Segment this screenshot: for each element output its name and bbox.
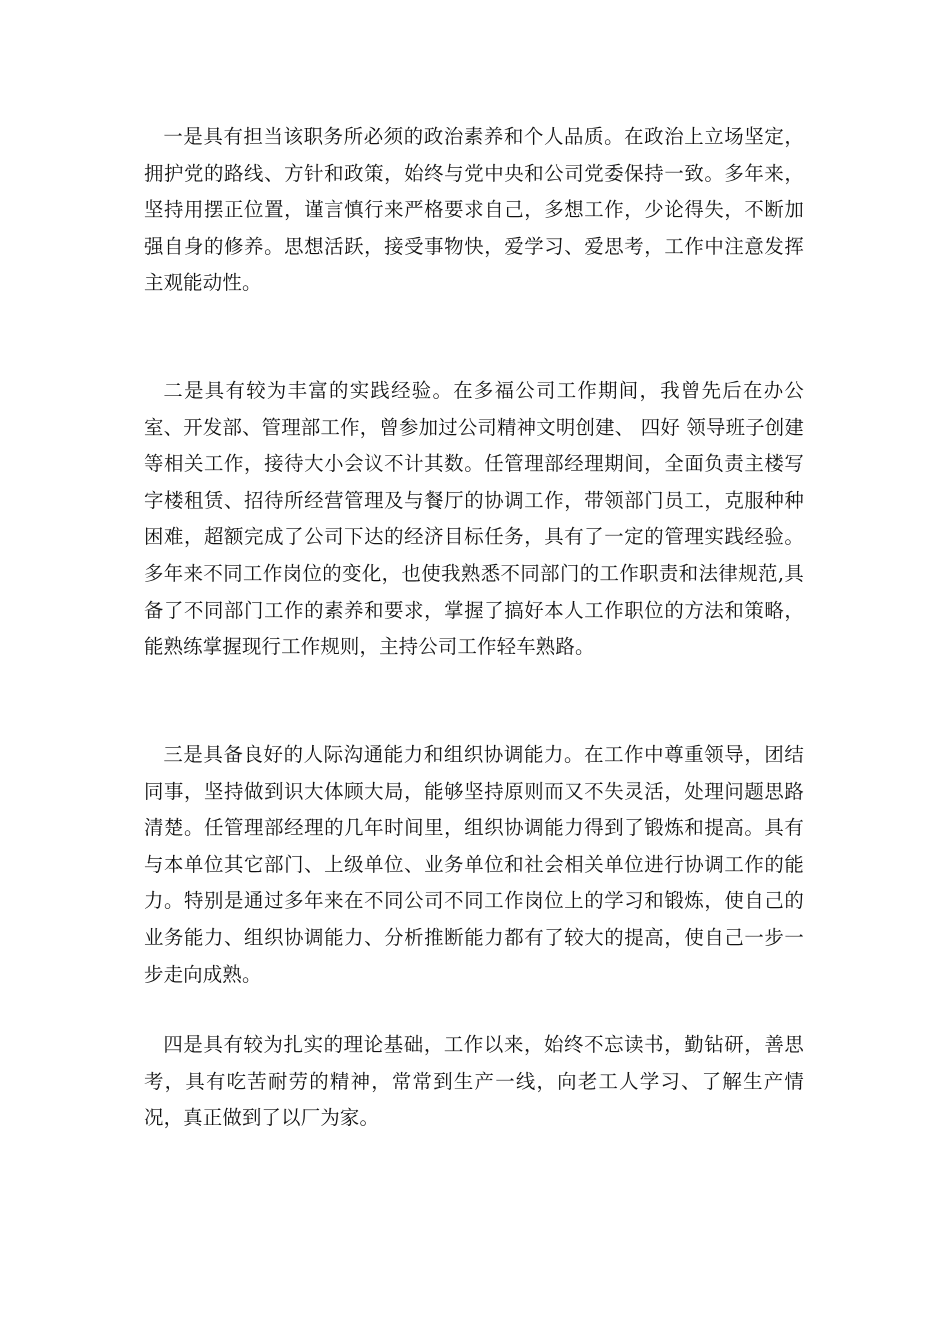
paragraph-2: 二是具有较为丰富的实践经验。在多福公司工作期间，我曾先后在办公室、开发部、管理部工作，曾参加过公司精神文明创建、 四好 领导班子创建等相关工作，接待大小会议不计其数。任管理部经理期间，全面负责主楼写字楼租赁、招待所经营管理及与餐厅的协调工作，带领部门员工，克服种种困难，超额完成了公司下达的经济目标任务，具有了一定的管理实践经验。多年来不同工作岗位的变化，也使我熟悉不同部门的工作职责和法律规范,具备了不同部门工作的素养和要求，掌握了搞好本人工作职位的方法和策略，能熟练掌握现行工作规则，主持公司工作轻车熟路。 xyxy=(144,379,804,659)
paragraph-1: 一是具有担当该职务所必须的政治素养和个人品质。在政治上立场坚定，拥护党的路线、方针和政策，始终与党中央和公司党委保持一致。多年来，坚持用摆正位置，谨言慎行来严格要求自己，多想工作，少论得失，不断加强自身的修养。思想活跃，接受事物快，爱学习、爱思考，工作中注意发挥主观能动性。 xyxy=(144,125,804,295)
paragraph-4: 四是具有较为扎实的理论基础，工作以来，始终不忘读书，勤钻研，善思考，具有吃苦耐劳的精神，常常到生产一线，向老工人学习、了解生产情况，真正做到了以厂为家。 xyxy=(144,1033,804,1130)
paragraph-3: 三是具备良好的人际沟通能力和组织协调能力。在工作中尊重领导，团结同事，坚持做到识大体顾大局，能够坚持原则而又不失灵活，处理问题思路清楚。任管理部经理的几年时间里，组织协调能力得到了锻炼和提高。具有与本单位其它部门、上级单位、业务单位和社会相关单位进行协调工作的能力。特别是通过多年来在不同公司不同工作岗位上的学习和锻炼，使自己的业务能力、组织协调能力、分析推断能力都有了较大的提高，使自己一步一步走向成熟。 xyxy=(144,743,804,986)
